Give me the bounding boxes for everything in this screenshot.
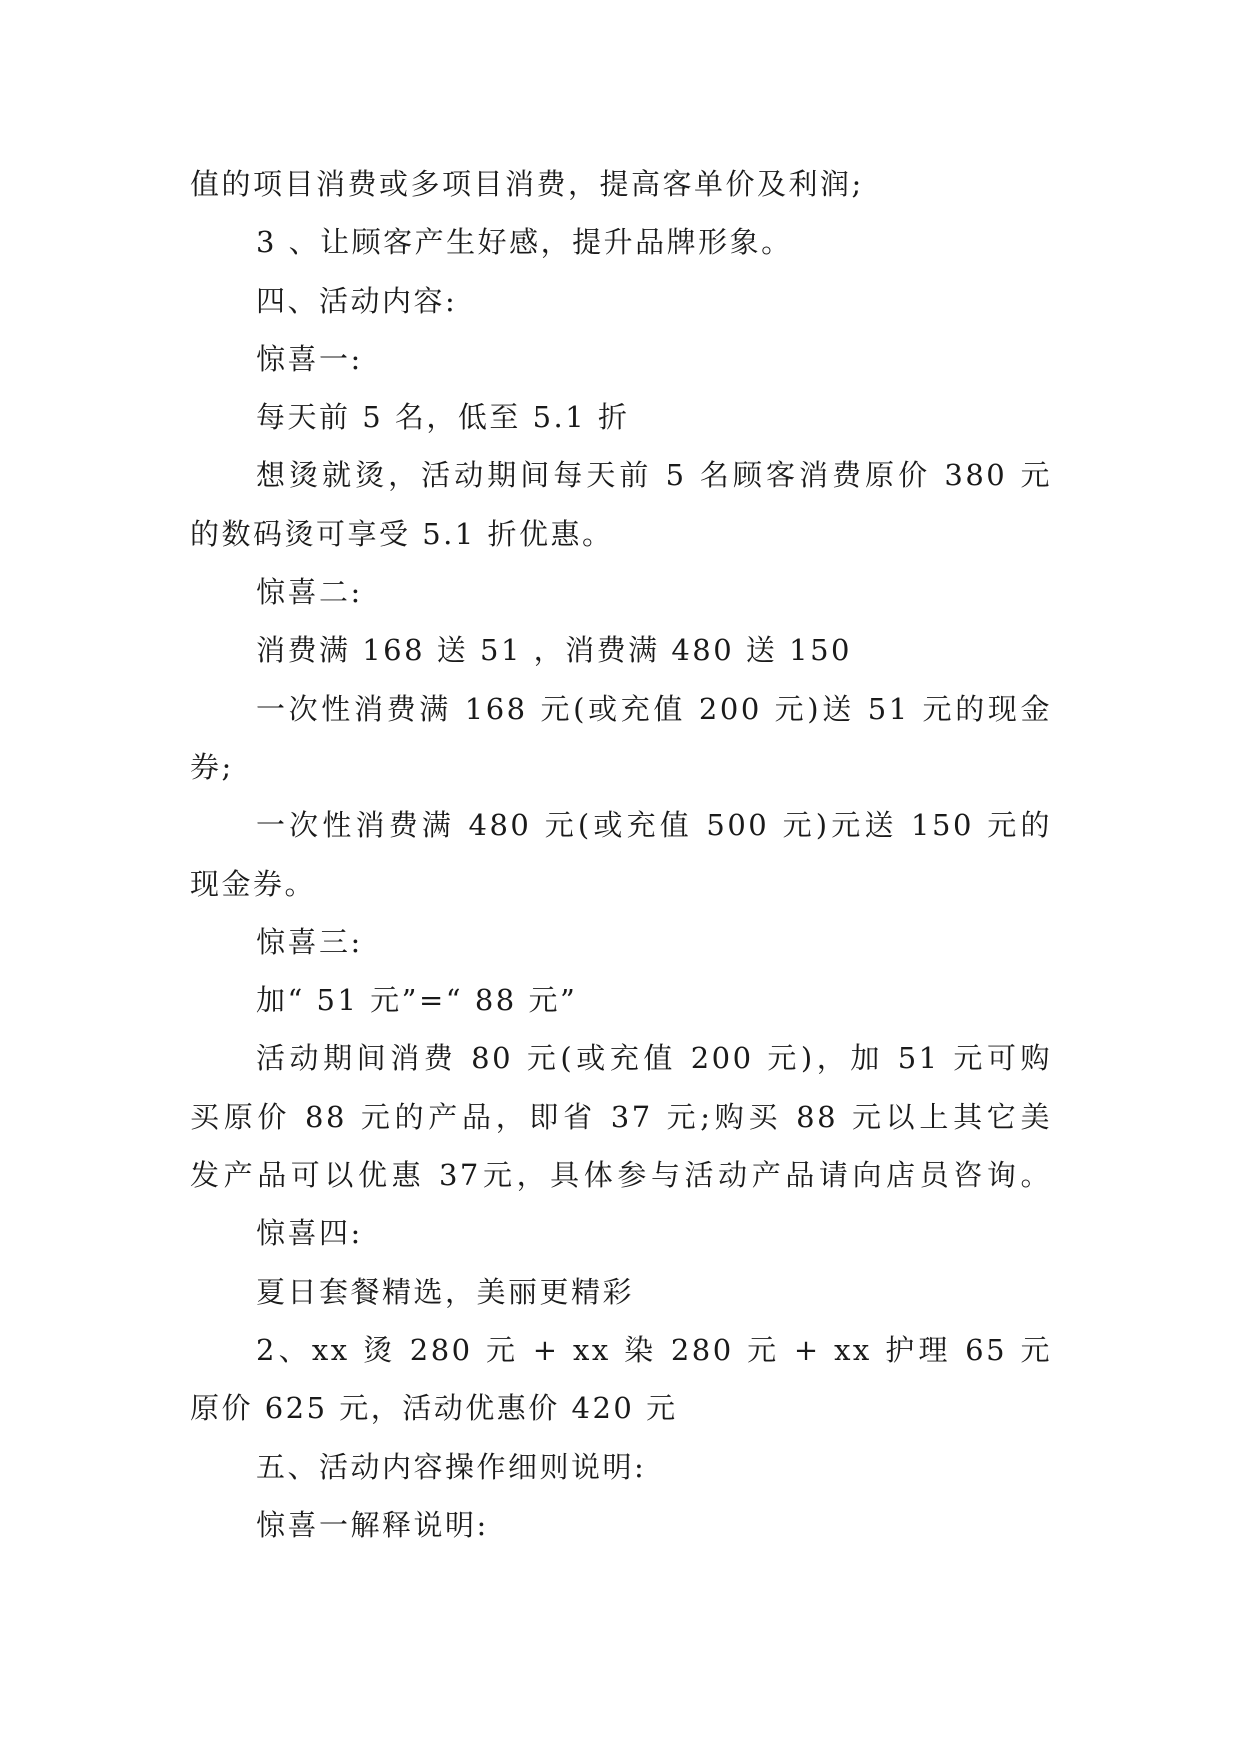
subsection-heading: 惊喜二: <box>256 575 363 610</box>
subsection-heading: 惊喜三: <box>256 924 363 959</box>
paragraph-line: 2、xx 烫 280 元 + xx 染 280 元 + xx 护理 65 元 <box>256 1332 1052 1367</box>
subsection-heading: 惊喜一解释说明: <box>256 1507 489 1542</box>
paragraph-line: 加“ 51 元”=“ 88 元” <box>256 983 578 1018</box>
paragraph-line: 值的项目消费或多项目消费，提高客单价及利润; <box>190 167 864 201</box>
paragraph-line: 一次性消费满 480 元(或充值 500 元)元送 150 元的 <box>256 808 1052 843</box>
subsection-heading: 惊喜四: <box>256 1216 363 1251</box>
paragraph-line: 的数码烫可享受 5.1 折优惠。 <box>190 516 614 551</box>
paragraph-line: 发产品可以优惠 37元，具体参与活动产品请向店员咨询。 <box>190 1158 1052 1193</box>
subsection-heading: 惊喜一: <box>256 341 363 376</box>
paragraph-line: 每天前 5 名，低至 5.1 折 <box>256 400 630 435</box>
paragraph-line: 活动期间消费 80 元(或充值 200 元)，加 51 元可购 <box>256 1041 1052 1076</box>
paragraph-line: 3 、让顾客产生好感，提升品牌形象。 <box>256 225 793 260</box>
section-heading: 四、活动内容: <box>256 283 458 318</box>
paragraph-line: 买原价 88 元的产品，即省 37 元;购买 88 元以上其它美 <box>190 1099 1052 1134</box>
section-heading: 五、活动内容操作细则说明: <box>256 1449 647 1484</box>
document-body <box>190 155 1052 1554</box>
paragraph-line: 夏日套餐精选，美丽更精彩 <box>256 1274 635 1309</box>
paragraph-line: 消费满 168 送 51 ，消费满 480 送 150 <box>256 633 852 668</box>
paragraph-line: 原价 625 元，活动优惠价 420 元 <box>190 1391 678 1426</box>
paragraph-line: 一次性消费满 168 元(或充值 200 元)送 51 元的现金 <box>256 691 1052 726</box>
paragraph-line: 券; <box>190 749 234 784</box>
paragraph-line: 想烫就烫，活动期间每天前 5 名顾客消费原价 380 元 <box>256 458 1052 493</box>
paragraph-line: 现金券。 <box>190 866 317 901</box>
